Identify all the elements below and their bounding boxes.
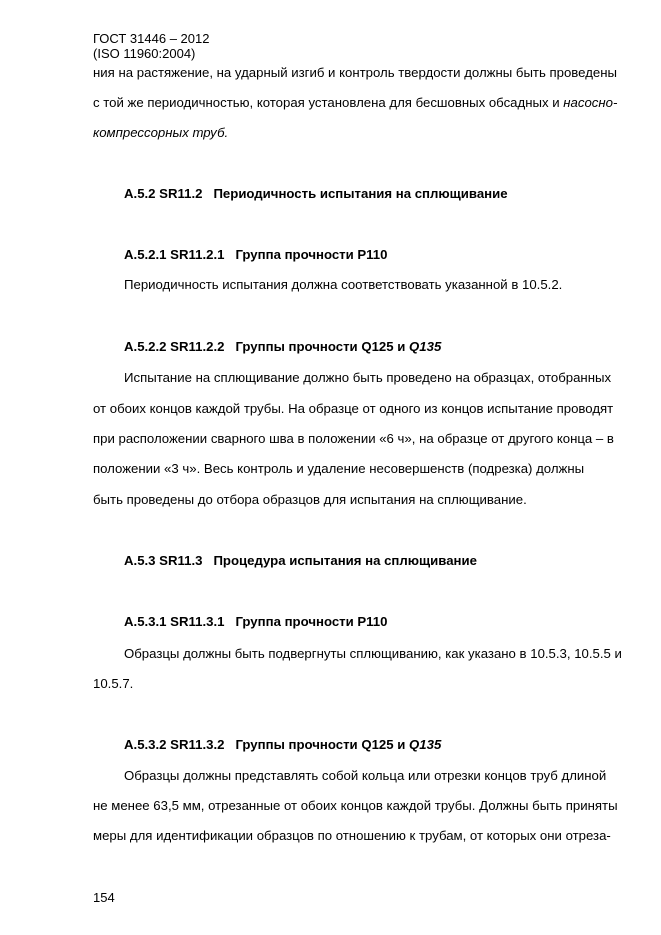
- paragraph-line: Периодичность испытания должна соответствовать указанной в 10.5.2.: [124, 277, 563, 292]
- standard-code: ГОСТ 31446 – 2012: [93, 31, 210, 46]
- paragraph-line: от обоих концов каждой трубы. На образце от одного из концов испытание проводят: [93, 401, 614, 416]
- paragraph-line: при расположении сварного шва в положении «6 ч», на образце от другого конца – в: [93, 431, 614, 446]
- subsection-heading: А.5.3.2 SR11.3.2 Группы прочности Q125 и Q135: [124, 737, 442, 752]
- text-line: с той же периодичностью, которая установлена для бесшовных обсадных и насосно-: [93, 95, 618, 110]
- subsection-heading: А.5.2.2 SR11.2.2 Группы прочности Q125 и Q135: [124, 339, 442, 354]
- page-number: 154: [93, 890, 115, 905]
- paragraph-line: быть проведены до отбора образцов для испытания на сплющивание.: [93, 492, 527, 507]
- paragraph-line: положении «3 ч». Весь контроль и удаление несовершенств (подрезка) должны: [93, 461, 585, 476]
- paragraph-line: Образцы должны быть подвергнуты сплющиванию, как указано в 10.5.3, 10.5.5 и: [124, 646, 622, 661]
- subsection-heading: А.5.3.1 SR11.3.1 Группа прочности Р110: [124, 614, 388, 629]
- section-heading: А.5.3 SR11.3 Процедура испытания на сплющивание: [124, 553, 477, 568]
- paragraph-line: Испытание на сплющивание должно быть проведено на образцах, отобранных: [124, 370, 612, 385]
- text-line: ния на растяжение, на ударный изгиб и контроль твердости должны быть проведены: [93, 65, 618, 80]
- paragraph-line: не менее 63,5 мм, отрезанные от обоих концов каждой трубы. Должны быть приняты: [93, 798, 618, 813]
- text-line: компрессорных труб.: [93, 125, 229, 140]
- subsection-heading: А.5.2.1 SR11.2.1 Группа прочности Р110: [124, 247, 388, 262]
- paragraph-line: Образцы должны представлять собой кольца или отрезки концов труб длиной: [124, 768, 607, 783]
- section-heading: А.5.2 SR11.2 Периодичность испытания на сплющивание: [124, 186, 508, 201]
- paragraph-line: 10.5.7.: [93, 676, 134, 691]
- iso-reference: (ISO 11960:2004): [93, 46, 196, 61]
- paragraph-line: меры для идентификации образцов по отношению к трубам, от которых они отреза-: [93, 828, 611, 843]
